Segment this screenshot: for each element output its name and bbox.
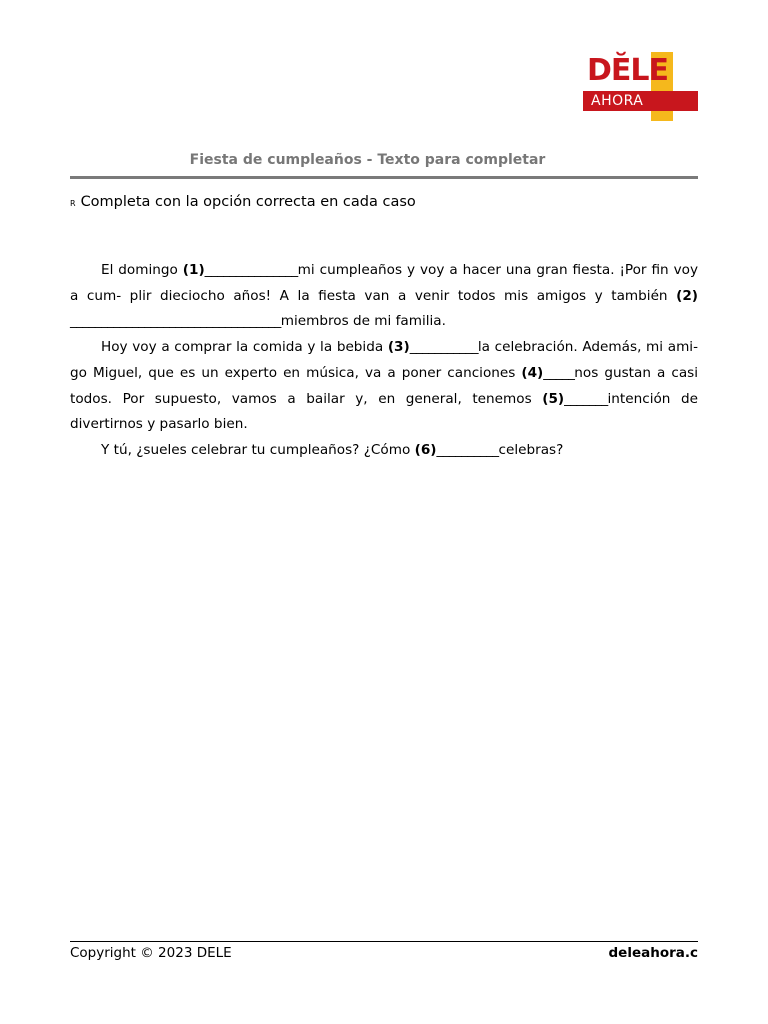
- gap-number-5: (5): [542, 390, 565, 407]
- footer-divider: [70, 941, 698, 942]
- text-segment: celebras?: [498, 441, 564, 458]
- paragraph-2: [70, 335, 698, 438]
- text-segment: El domingo: [101, 262, 183, 278]
- gap-number-2: (2): [676, 287, 698, 304]
- gap-number-3: (3): [387, 339, 410, 356]
- logo-ahora-text: AHORA: [591, 93, 644, 109]
- text-segment: la celebración. Además, mi ami- go Miguel, que es un experto en música, va a poner canciones: [70, 339, 698, 381]
- gap-number-4: (4): [521, 364, 544, 381]
- gap-blank-6[interactable]: __________: [436, 441, 499, 458]
- instruction-text: Completa con la opción correcta en cada caso: [80, 194, 416, 210]
- gap-number-6: (6): [414, 441, 437, 458]
- text-segment: Y tú, ¿sueles celebrar tu cumpleaños? ¿Cómo: [101, 441, 415, 458]
- paragraph-1: [70, 258, 698, 335]
- text-segment: intención de divertirnos y pasarlo bien.: [70, 390, 698, 433]
- text-segment: miembros de mi familia.: [280, 313, 446, 330]
- text-segment: nos gustan a casi todos. Por supuesto, vamos a bailar y, en general, tenemos: [70, 364, 699, 407]
- header-divider: [70, 176, 698, 179]
- dele-ahora-logo: [583, 52, 698, 121]
- footer-site-link[interactable]: deleahora.c: [608, 945, 698, 961]
- gap-blank-1[interactable]: _______________: [204, 262, 298, 278]
- gap-blank-3[interactable]: ___________: [409, 339, 478, 356]
- text-segment: mi cumpleaños y voy a hacer una gran fiesta. ¡Por fin voy a cum- plir dieciocho años! A la fiesta van a venir todos mis amigos y también: [70, 262, 698, 304]
- exercise-text: [70, 258, 698, 464]
- gap-number-1: (1): [182, 262, 205, 278]
- gap-blank-5[interactable]: _______: [564, 390, 608, 407]
- gap-blank-4[interactable]: _____: [543, 364, 575, 381]
- page-title: Fiesta de cumpleaños - Texto para completar: [189, 152, 546, 168]
- paragraph-3: [70, 438, 698, 464]
- gap-blank-2[interactable]: __________________________________: [70, 313, 281, 330]
- text-segment: Hoy voy a comprar la comida y la bebida: [101, 339, 388, 356]
- instruction-marker: R: [70, 199, 76, 208]
- instruction: [70, 194, 416, 210]
- footer-copyright: Copyright © 2023 DELE: [70, 945, 232, 961]
- logo-dele-text: DĔLE: [587, 53, 669, 88]
